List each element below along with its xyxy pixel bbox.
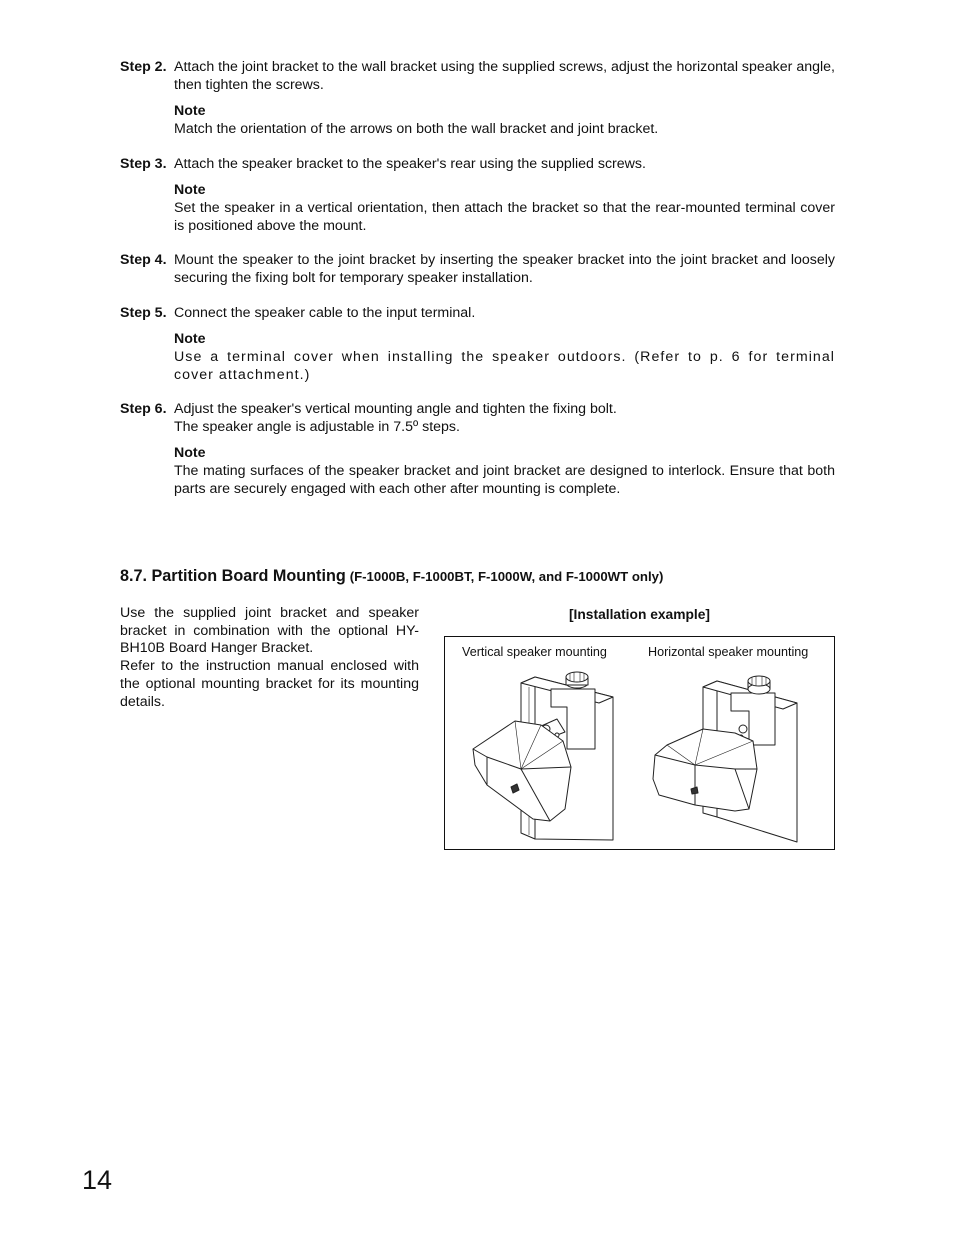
section-heading [120,567,663,586]
step-2 [120,58,835,138]
step-body [174,400,835,498]
step-label: Step 6. [120,401,167,417]
speaker-vertical [473,721,571,821]
note-text: The mating surfaces of the speaker bracket and joint bracket are designed to interlock. Ensure that both parts are securely engaged with each other after mounting is complete. [174,463,835,497]
note [174,330,835,384]
section-title: 8.7. Partition Board Mounting [120,567,346,585]
intro-paragraph: Use the supplied joint bracket and speaker bracket in combination with the optional HY-BH10B Board Hanger Bracket. [120,605,419,657]
note-text: Set the speaker in a vertical orientation, then attach the bracket so that the rear-mounted terminal cover is positioned above the mount. [174,200,835,234]
note [174,181,835,235]
step-5 [120,304,835,384]
note-heading: Note [174,331,206,347]
note-text: Use a terminal cover when installing the speaker outdoors. (Refer to p. 6 for terminal cover attachment.) [174,349,835,383]
step-text: Adjust the speaker's vertical mounting angle and tighten the fixing bolt. [174,401,617,417]
note-heading: Note [174,445,206,461]
step-label: Step 2. [120,59,167,75]
horizontal-mounting-label: Horizontal speaker mounting [648,645,809,659]
step-body [174,251,835,287]
intro-paragraph: Refer to the instruction manual enclosed with the optional mounting bracket for its mounting details. [120,658,419,710]
note-heading: Note [174,103,206,119]
step-label: Step 5. [120,305,167,321]
step-text: Attach the joint bracket to the wall bracket using the supplied screws, adjust the horizontal speaker angle, then tighten the screws. [174,59,835,93]
section-models: (F-1000B, F-1000BT, F-1000W, and F-1000WT only) [349,569,664,584]
note-heading: Note [174,182,206,198]
installation-illustration [445,637,834,849]
step-4 [120,251,835,287]
vertical-mounting-label: Vertical speaker mounting [462,645,607,659]
installation-figure [444,636,835,850]
step-label: Step 4. [120,252,167,268]
step-body [174,58,835,138]
speaker-horizontal [653,729,757,811]
step-6 [120,400,835,498]
figure-caption: [Installation example] [568,607,711,622]
note [174,444,835,498]
step-body [174,304,835,384]
step-text: Connect the speaker cable to the input terminal. [174,305,476,321]
note [174,102,835,138]
section-intro [120,605,419,711]
step-body [174,155,835,235]
step-3 [120,155,835,235]
note-text: Match the orientation of the arrows on both the wall bracket and joint bracket. [174,121,659,137]
step-text: The speaker angle is adjustable in 7.5º steps. [174,419,460,435]
step-text: Mount the speaker to the joint bracket by inserting the speaker bracket into the joint bracket and loosely securing the fixing bolt for temporary speaker installation. [174,252,835,286]
page-number: 14 [82,1165,113,1195]
step-text: Attach the speaker bracket to the speaker's rear using the supplied screws. [174,156,646,172]
step-label: Step 3. [120,156,167,172]
